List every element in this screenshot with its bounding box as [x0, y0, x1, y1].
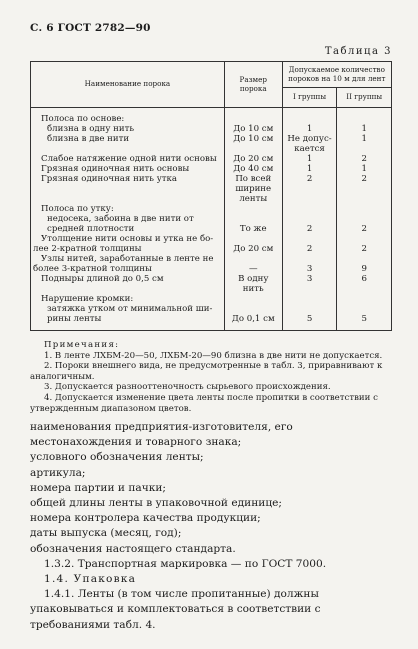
group-2-value: [339, 304, 389, 314]
group-1-value: 1: [306, 164, 313, 174]
defect-line: затяжка утком от минимальной ши-: [47, 304, 213, 314]
group-2-value: [339, 214, 389, 224]
group-1-value: [285, 254, 335, 264]
group-2-value: 2: [361, 174, 367, 184]
size-line: ленты: [239, 194, 268, 204]
size-line: [227, 234, 280, 244]
note-item: 1. В ленте ЛХБМ-20—50, ЛХБМ-20—90 близна в две нити не допускается.: [44, 350, 383, 361]
group-2-value: [339, 254, 389, 264]
size-line: То же: [239, 224, 267, 234]
defect-line: [33, 144, 222, 154]
defect-line: близна в одну нить: [47, 124, 135, 134]
size-line: По всей: [235, 174, 272, 184]
group-1-value: Не допус-: [287, 134, 332, 144]
size-line: [227, 304, 280, 314]
group-2-value: 2: [361, 244, 367, 254]
group-2-value: [339, 204, 389, 214]
marking-line: даты выпуска (месяц, год);: [30, 527, 182, 540]
defect-line: близна в две нити: [47, 134, 130, 144]
group-2-value: [339, 114, 389, 124]
group-2-value: 1: [361, 124, 367, 134]
table-caption: Таблица 3: [324, 46, 392, 57]
marking-line: условного обозначения ленты;: [30, 451, 204, 464]
group-1-column: [282, 108, 337, 331]
group-2-value: [339, 194, 389, 204]
marking-line: обозначения настоящего стандарта.: [30, 542, 236, 555]
size-line: До 20 см: [233, 154, 274, 164]
group-2-value: 9: [361, 264, 367, 274]
group-1-value: [285, 294, 335, 304]
group-1-value: [285, 304, 335, 314]
defect-line: Слабое натяжение одной нити основы: [41, 154, 217, 164]
size-line: До 0,1 см: [231, 314, 275, 324]
defect-line: Полоса по основе:: [41, 114, 125, 124]
group-2-value: 2: [361, 224, 367, 234]
marking-line: артикула;: [30, 466, 86, 479]
group-1-value: [285, 194, 335, 204]
group-2-value: [339, 144, 389, 154]
defect-line: более 3-кратной толщины: [33, 264, 152, 274]
defect-line: Грязная одиночная нить утка: [41, 174, 178, 184]
group-1-value: 2: [306, 244, 313, 254]
group-1-value: [285, 204, 335, 214]
group-1-value: [285, 114, 335, 124]
note-item: 3. Допускается разнооттеночность сырьевого происхождения.: [44, 382, 331, 393]
size-line: [227, 204, 280, 214]
group-2-value: [339, 184, 389, 194]
defect-line: Подныры длиной до 0,5 см: [41, 274, 164, 284]
group-2-value: [339, 294, 389, 304]
marking-line: наименования предприятия-изготовителя, его местонахождения и товарного знака;: [30, 421, 293, 449]
col-header-size: Размер порока: [224, 62, 282, 108]
col-header-group-1: I группы: [282, 88, 337, 108]
group-1-value: [285, 234, 335, 244]
marking-line: номера партии и пачки;: [30, 481, 166, 494]
defect-line: [33, 184, 222, 194]
col-header-allowed-count: Допускаемое количество пороков на 10 м для лент: [282, 62, 391, 88]
defect-line: рины ленты: [47, 314, 102, 324]
size-line: В одну: [238, 274, 269, 284]
group-1-value: 1: [306, 154, 313, 164]
defect-line: [33, 284, 222, 294]
defect-line: недосека, забоина в две нити от: [47, 214, 194, 224]
group-1-value: [285, 184, 335, 194]
defect-line: Утолщение нити основы и утка не бо-: [41, 234, 214, 244]
group-1-value: кается: [294, 144, 325, 154]
group-1-value: 2: [306, 224, 313, 234]
note-item: 2. Пороки внешнего вида, не предусмотренные в табл. 3, приравнивают к аналогичным.: [30, 361, 383, 382]
group-2-value: 6: [361, 274, 367, 284]
section-heading-packaging: 1.4. Упаковка: [44, 573, 137, 586]
group-2-value: 5: [361, 314, 367, 324]
size-line: [227, 144, 280, 154]
defect-line: средней плотности: [47, 224, 135, 234]
defect-line: [33, 194, 222, 204]
group-1-value: [285, 214, 335, 224]
size-line: нить: [242, 284, 264, 294]
note-item: 4. Допускается изменение цвета ленты после пропитки в соответствии с утвержденным диапазоном цветов.: [30, 392, 378, 414]
group-2-value: 1: [361, 164, 367, 174]
defect-sizes-column: [224, 108, 282, 331]
marking-line: общей длины ленты в упаковочной единице;: [30, 497, 282, 510]
table-notes: [30, 340, 394, 414]
defect-line: Узлы нитей, заработанные в ленте не: [41, 254, 214, 264]
paragraph-1-4-1: 1.4.1. Ленты (в том числе пропитанные) должны упаковываться и комплектоваться в соответствии с требованиями табл. 4.: [30, 588, 321, 631]
defect-line: Грязная одиночная нить основы: [41, 164, 190, 174]
group-2-value: [339, 234, 389, 244]
group-1-value: 3: [306, 274, 313, 284]
group-1-value: 2: [306, 174, 313, 184]
col-header-defect-name: Наименование порока: [31, 62, 225, 108]
size-line: [227, 214, 280, 224]
group-2-value: [339, 284, 389, 294]
group-1-value: 5: [306, 314, 313, 324]
size-line: До 10 см: [233, 134, 274, 144]
page-header: С. 6 ГОСТ 2782—90: [30, 22, 151, 34]
group-1-value: [285, 284, 335, 294]
defect-names-column: [31, 108, 225, 331]
size-line: До 40 см: [233, 164, 274, 174]
size-line: До 20 см: [233, 244, 274, 254]
size-line: [227, 114, 280, 124]
notes-title: Примечания:: [44, 340, 120, 350]
defect-line: Полоса по утку:: [41, 204, 114, 214]
group-2-value: 2: [361, 154, 367, 164]
size-line: —: [248, 264, 258, 274]
body-text: [30, 420, 394, 633]
size-line: [227, 294, 280, 304]
group-2-column: [337, 108, 392, 331]
size-line: До 10 см: [233, 124, 274, 134]
defect-line: Нарушение кромки:: [41, 294, 134, 304]
group-1-value: 1: [306, 124, 313, 134]
group-1-value: 3: [306, 264, 313, 274]
size-line: ширине: [235, 184, 272, 194]
size-line: [227, 254, 280, 264]
paragraph-1-3-2: 1.3.2. Транспортная маркировка — по ГОСТ 7000.: [44, 557, 327, 570]
defect-line: лее 2-кратной толщины: [33, 244, 142, 254]
marking-line: номера контролера качества продукции;: [30, 512, 261, 525]
col-header-group-2: II группы: [337, 88, 392, 108]
defects-table: [30, 61, 392, 331]
group-2-value: 1: [361, 134, 367, 144]
